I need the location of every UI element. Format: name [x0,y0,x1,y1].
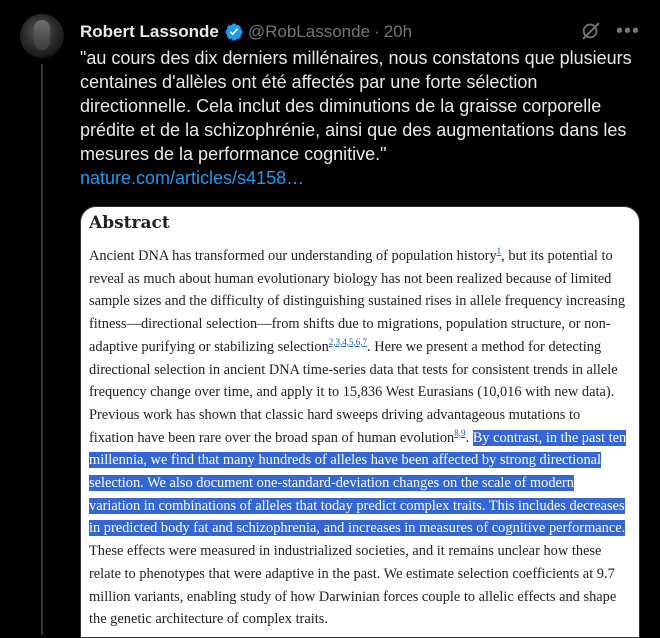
tweet-media-image[interactable] [80,206,640,638]
author-display-name[interactable]: Robert Lassonde [80,22,219,41]
reference-1[interactable]: 1 [496,246,502,257]
author-handle[interactable]: @RobLassonde [247,22,371,41]
reference-3[interactable]: 8,9 [454,427,466,438]
tweet-body: "au cours des dix derniers millénaires, nous constatons que plusieurs centaines d'allèles ont été affectés par une forte sélection directionnelle. Cela inclut des diminutions de la graisse corporelle prédite et de la schizophrénie, ainsi que des augmentations dans les mesures de la performance cognitive." [80,48,632,164]
header-actions [580,20,640,42]
tweet-header [80,20,640,44]
more-icon[interactable]: ••• [615,20,640,42]
abstract-body [89,245,627,631]
highlighted-selection: By contrast, in the past ten millennia, we find that many hundreds of alleles have been affected by strong directional selection. We also document one-standard-deviation changes on the scale of modern variation in combinations of alleles that today predict complex traits. This includes decreases in predicted body fat and schizophrenia, and increases in measures of cognitive performance. [89,429,627,537]
avatar-face [34,20,50,50]
avatar[interactable] [20,14,64,58]
separator-dot: · [374,22,380,41]
abstract-title: Abstract [89,213,170,233]
thread-line [41,64,43,635]
grok-icon[interactable] [580,20,602,42]
abstract-text-2: , but its potential to reveal as much about human evolutionary biology has not been realized because of limited sample sizes and the difficulty of distinguishing sustained rises in allele frequency increasing fitness—directional selection—from shifts due to migrations, population structure, or non-adaptive purifying or stabilizing selection [89,248,626,355]
abstract-text-3: . Here we present a method for detecting directional selection in ancient DNA time-series data that tests for consistent trends in allele frequency change over time, and apply it to 15,836 West Eurasians (10,016 with new data). Previous work has shown that classic hard sweeps driving advantageous mutations to fixation have been rare over the broad span of human evolution [89,338,618,446]
abstract-text-4: . [465,429,473,446]
reference-2[interactable]: 2,3,4,5,6,7 [328,337,368,348]
tweet-link[interactable]: nature.com/articles/s4158… [80,168,305,188]
abstract-text-1: Ancient DNA has transformed our understanding of population history [89,248,497,264]
abstract-text-5: These effects were measured in industrialized societies, and it remains unclear how these relate to phenotypes that were adaptive in the past. We estimate selection coefficients at 9.7 million variants, enabling study of how Darwinian forces couple to allelic effects and shape the genetic architecture of complex traits. [89,543,617,628]
tweet-time[interactable]: 20h [383,22,413,41]
verified-badge-icon[interactable] [224,22,244,42]
tweet-text [80,46,650,190]
